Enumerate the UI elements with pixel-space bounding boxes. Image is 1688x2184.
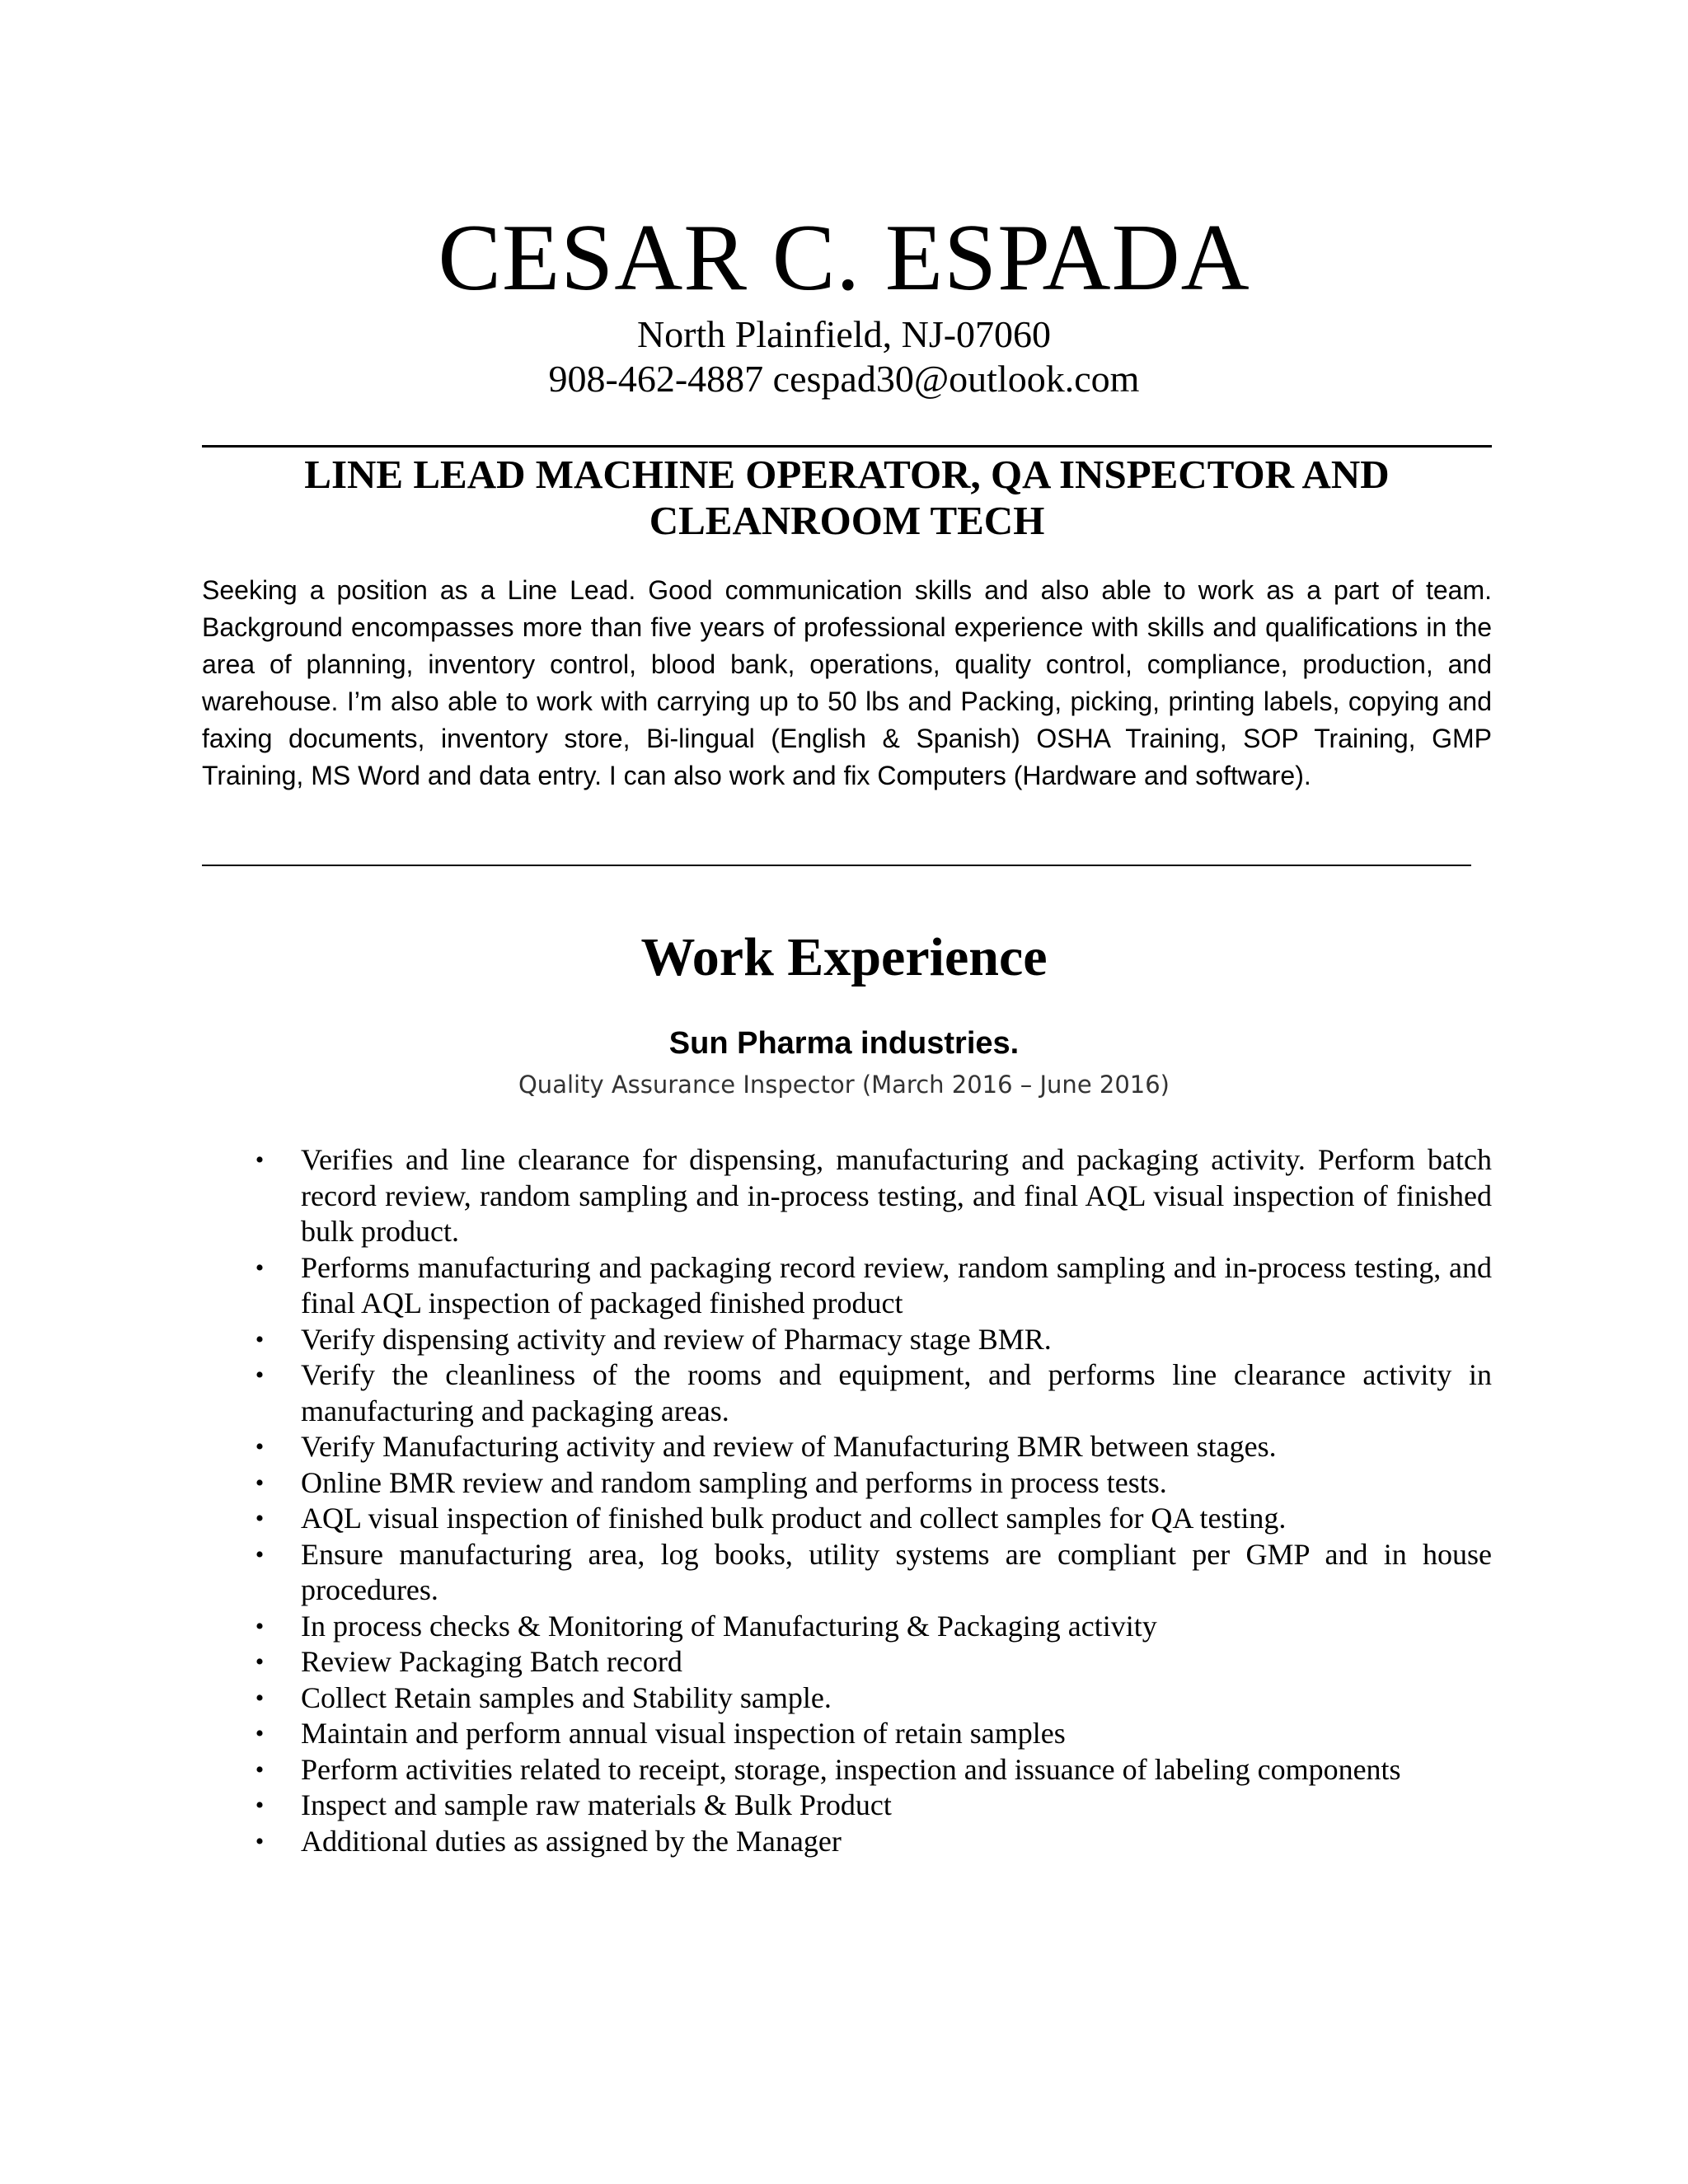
header-divider [202,445,1492,448]
duty-item [202,1680,1492,1717]
duty-item [202,1752,1492,1788]
bullet-icon: • [255,1361,265,1389]
duty-text: Maintain and perform annual visual inspection of retain samples [301,1717,1066,1750]
duty-item [202,1824,1492,1860]
section-title-work-experience: Work Experience [640,927,1048,987]
duty-text: Perform activities related to receipt, storage, inspection and issuance of labeling components [301,1752,1401,1786]
duty-text: Online BMR review and random sampling and performs in process tests. [301,1465,1167,1499]
bullet-icon: • [255,1540,265,1568]
duties-list [202,1142,1492,1859]
summary-paragraph: Seeking a position as a Line Lead. Good communication skills and also able to work as a part of team. Background encompasses more than five years of professional experience with skills and qualifications in the area of planning, inventory control, blood bank, operations, quality control, compliance, production, and warehouse. I’m also able to work with carrying up to 50 lbs and Packing, picking, printing labels, copying and faxing documents, inventory store, Bi-lingual (English & Spanish) OSHA Training, SOP Training, GMP Training, MS Word and data entry. I can also work and fix Computers (Hardware and software). [202,575,1492,790]
job-headline [202,452,1492,544]
duty-text: Verify dispensing activity and review of Pharmacy stage BMR. [301,1322,1052,1356]
headline-line-2: CLEANROOM TECH [649,498,1045,543]
bullet-icon: • [255,1146,265,1174]
candidate-name: CESAR C. ESPADA [438,205,1250,310]
location: North Plainfield, NJ-07060 [636,313,1052,355]
phone-email: 908-462-4887 cespad30@outlook.com [548,358,1140,400]
bullet-icon: • [255,1254,265,1282]
duty-item [202,1429,1492,1465]
duty-text: Inspect and sample raw materials & Bulk Product [301,1788,892,1821]
bullet-icon: • [255,1684,265,1712]
summary-divider [202,865,1471,866]
duty-text: Verifies and line clearance for dispensing, manufacturing and packaging activity. Perform batch record review, random sampling and in-process testing, and final AQL visual inspection of finished bulk product. [301,1143,1492,1248]
duty-item [202,1716,1492,1752]
duty-text: Review Packaging Batch record [301,1645,682,1678]
duty-item [202,1142,1492,1250]
duty-item [202,1788,1492,1824]
company-name: Sun Pharma industries. [668,1026,1020,1061]
duty-item [202,1644,1492,1680]
duty-item [202,1465,1492,1502]
bullet-icon: • [255,1827,265,1855]
bullet-icon: • [255,1469,265,1497]
bullet-icon: • [255,1505,265,1532]
bullet-icon: • [255,1325,265,1353]
duty-text: Verify the cleanliness of the rooms and equipment, and performs line clearance activity in manufacturing and packaging areas. [301,1358,1492,1427]
duty-text: Ensure manufacturing area, log books, utility systems are compliant per GMP and in house procedures. [301,1537,1492,1606]
bullet-icon: • [255,1792,265,1819]
bullet-icon: • [255,1755,265,1783]
duty-text: AQL visual inspection of finished bulk product and collect samples for QA testing. [301,1502,1287,1535]
duty-item [202,1501,1492,1537]
duty-item [202,1322,1492,1358]
duty-text: Verify Manufacturing activity and review of Manufacturing BMR between stages. [301,1430,1277,1463]
duty-item [202,1250,1492,1322]
bullet-icon: • [255,1612,265,1640]
bullet-icon: • [255,1433,265,1460]
bullet-icon: • [255,1720,265,1747]
headline-line-1: LINE LEAD MACHINE OPERATOR, QA INSPECTOR AND [304,452,1390,497]
duty-item [202,1609,1492,1645]
duty-item [202,1357,1492,1429]
duty-item [202,1537,1492,1609]
duty-text: Collect Retain samples and Stability sample. [301,1680,832,1714]
duty-text: Performs manufacturing and packaging record review, random sampling and in-process testing, and final AQL inspection of packaged finished product [301,1250,1492,1319]
duty-text: Additional duties as assigned by the Manager [301,1824,842,1858]
job-role: Quality Assurance Inspector (March 2016 – June 2016) [518,1071,1170,1099]
duty-text: In process checks & Monitoring of Manufacturing & Packaging activity [301,1609,1157,1643]
bullet-icon: • [255,1648,265,1675]
